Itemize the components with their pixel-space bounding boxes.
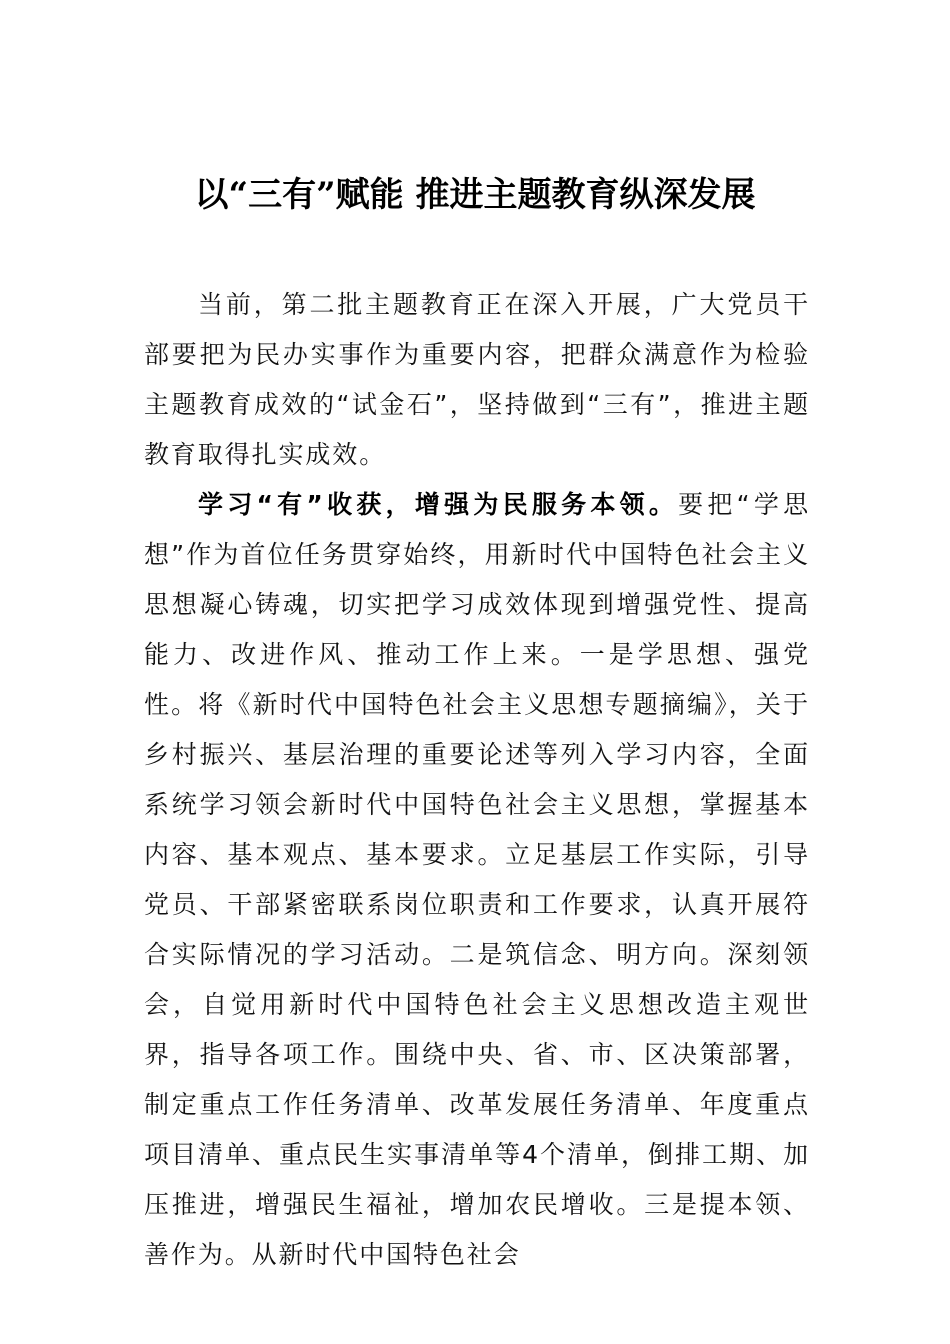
paragraph-learning <box>144 480 810 1280</box>
document-title: 以“三有”赋能 推进主题教育纵深发展 <box>194 175 756 215</box>
paragraph-intro-text: 当前，第二批主题教育正在深入开展，广大党员干部要把为民办实事作为重要内容，把群众满意作为检验主题教育成效的“试金石”，坚持做到“三有”，推进主题教育取得扎实成效。 <box>144 290 810 469</box>
paragraph-learning-text: 要把“学思想”作为首位任务贯穿始终，用新时代中国特色社会主义思想凝心铸魂，切实把学习成效体现到增强党性、提高能力、改进作风、推动工作上来。一是学思想、强党性。将《新时代中国特色社会主义思想专题摘编》，关于乡村振兴、基层治理的重要论述等列入学习内容，全面系统学习领会新时代中国特色社会主义思想，掌握基本内容、基本观点、基本要求。立足基层工作实际，引导党员、干部紧密联系岗位职责和工作要求，认真开展符合实际情况的学习活动。二是筑信念、明方向。深刻领会，自觉用新时代中国特色社会主义思想改造主观世界，指导各项工作。围绕中央、省、市、区决策部署，制定重点工作任务清单、改革发展任务清单、年度重点项目清单、重点民生实事清单等4个清单，倒排工期、加压推进，增强民生福祉，增加农民增收。三是提本领、善作为。从新时代中国特色社会 <box>144 490 810 1269</box>
paragraph-learning-lead: 学习“有”收获，增强为民服务本领。 <box>198 490 679 519</box>
paragraph-intro <box>144 280 810 480</box>
document-body <box>144 280 810 1280</box>
